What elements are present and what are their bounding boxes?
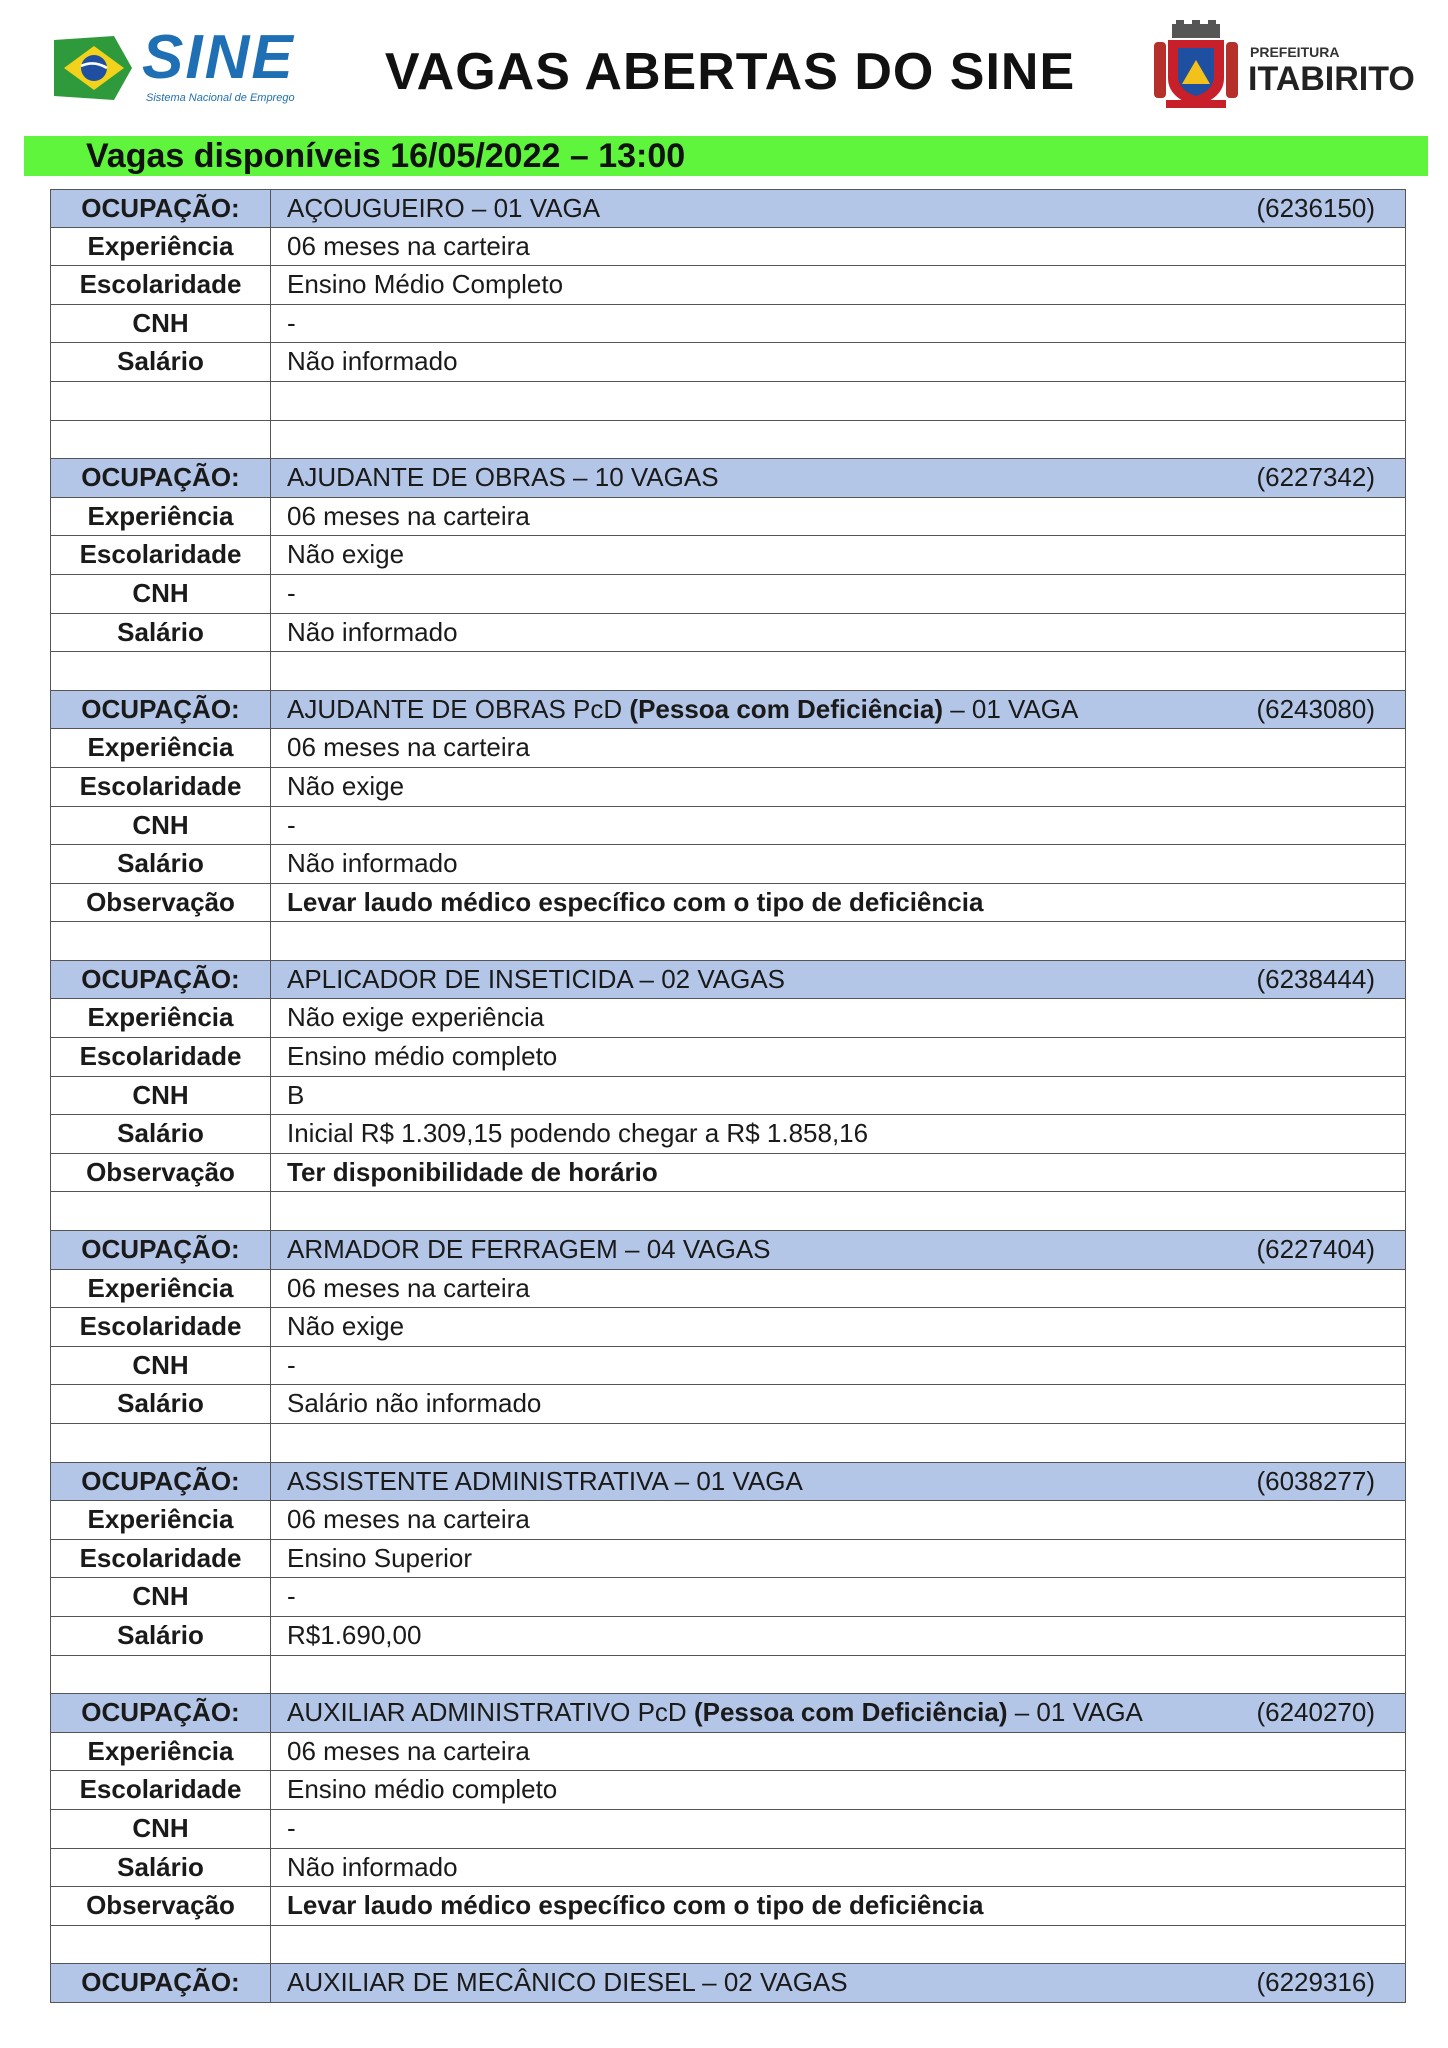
table-row xyxy=(50,1694,1406,1733)
license-value: - xyxy=(287,1581,296,1612)
page-title: VAGAS ABERTAS DO SINE xyxy=(384,43,1076,101)
schooling-label: Escolaridade xyxy=(51,768,271,806)
license-label: CNH xyxy=(51,1347,271,1385)
job-title: APLICADOR DE INSETICIDA – 02 VAGAS xyxy=(287,963,786,994)
table-row xyxy=(50,1115,1406,1154)
schooling-value: Ensino Médio Completo xyxy=(287,269,564,300)
table-row xyxy=(50,1231,1406,1270)
table-row xyxy=(50,1077,1406,1116)
job-title xyxy=(287,691,1405,729)
job-title: ASSISTENTE ADMINISTRATIVA – 01 VAGA xyxy=(287,1465,803,1496)
table-row xyxy=(50,1617,1406,1656)
license-value: - xyxy=(287,1349,296,1380)
job-title: ARMADOR DE FERRAGEM – 04 VAGAS xyxy=(287,1234,771,1265)
prefeitura-logo xyxy=(1150,20,1415,112)
table-row xyxy=(50,729,1406,768)
occupation-label: OCUPAÇÃO: xyxy=(51,961,271,999)
experience-label: Experiência xyxy=(51,729,271,767)
schooling-label: Escolaridade xyxy=(51,1540,271,1578)
license-value: - xyxy=(287,809,296,840)
occupation-label: OCUPAÇÃO: xyxy=(51,1694,271,1732)
observation-value: Levar laudo médico específico com o tipo de deficiência xyxy=(287,886,984,917)
occupation-label: OCUPAÇÃO: xyxy=(51,1463,271,1501)
date-banner xyxy=(24,136,1428,176)
schooling-label: Escolaridade xyxy=(51,1771,271,1809)
experience-label: Experiência xyxy=(51,1270,271,1308)
salary-value: Não informado xyxy=(287,1851,458,1882)
salary-label: Salário xyxy=(51,614,271,652)
table-row xyxy=(50,807,1406,846)
spacer-row xyxy=(50,652,1406,691)
table-row xyxy=(50,961,1406,1000)
schooling-label: Escolaridade xyxy=(51,1038,271,1076)
spacer-row xyxy=(50,1926,1406,1965)
schooling-value: Não exige xyxy=(287,1311,405,1342)
job-code: (6243080) xyxy=(1256,693,1375,724)
job-code: (6227342) xyxy=(1256,462,1375,493)
license-value: - xyxy=(287,307,296,338)
salary-label: Salário xyxy=(51,1115,271,1153)
observation-label: Observação xyxy=(51,1154,271,1192)
table-row xyxy=(50,1385,1406,1424)
table-row xyxy=(50,228,1406,267)
salary-label: Salário xyxy=(51,1849,271,1887)
schooling-label: Escolaridade xyxy=(51,1308,271,1346)
table-row xyxy=(50,575,1406,614)
table-row xyxy=(50,1501,1406,1540)
license-label: CNH xyxy=(51,1077,271,1115)
table-row xyxy=(50,1463,1406,1502)
sine-logo-word: SINE xyxy=(142,23,295,92)
job-code: (6238444) xyxy=(1256,963,1375,994)
job-title-part: AUXILIAR ADMINISTRATIVO PcD xyxy=(287,1697,694,1728)
table-row xyxy=(50,1733,1406,1772)
table-row xyxy=(50,459,1406,498)
job-title xyxy=(287,1694,1405,1732)
experience-value: 06 meses na carteira xyxy=(287,1272,530,1303)
occupation-label: OCUPAÇÃO: xyxy=(51,1231,271,1269)
salary-label: Salário xyxy=(51,1385,271,1423)
schooling-value: Ensino médio completo xyxy=(287,1041,558,1072)
job-code: (6236150) xyxy=(1256,193,1375,223)
table-row xyxy=(50,1270,1406,1309)
job-code: (6038277) xyxy=(1256,1465,1375,1496)
spacer-row xyxy=(50,1424,1406,1463)
schooling-value: Ensino Superior xyxy=(287,1542,472,1573)
job-title-part: AJUDANTE DE OBRAS PcD xyxy=(287,693,630,724)
job-title-part: – 01 VAGA xyxy=(1007,1697,1143,1728)
table-row xyxy=(50,1308,1406,1347)
experience-value: 06 meses na carteira xyxy=(287,732,530,763)
table-row xyxy=(50,999,1406,1038)
license-label: CNH xyxy=(51,305,271,343)
table-row xyxy=(50,305,1406,344)
city-name: ITABIRITO xyxy=(1248,60,1415,98)
salary-label: Salário xyxy=(51,1617,271,1655)
occupation-label: OCUPAÇÃO: xyxy=(51,459,271,497)
experience-label: Experiência xyxy=(51,228,271,266)
experience-value: 06 meses na carteira xyxy=(287,500,530,531)
job-title: AÇOUGUEIRO – 01 VAGA xyxy=(287,193,601,223)
license-label: CNH xyxy=(51,575,271,613)
occupation-label: OCUPAÇÃO: xyxy=(51,691,271,729)
job-title-pcd: (Pessoa com Deficiência) xyxy=(693,1697,1008,1728)
observation-value: Ter disponibilidade de horário xyxy=(287,1156,658,1187)
license-value: - xyxy=(287,577,296,608)
job-code: (6240270) xyxy=(1256,1697,1375,1728)
table-row xyxy=(50,884,1406,923)
table-row xyxy=(50,1849,1406,1888)
sine-logo-subtitle: Sistema Nacional de Emprego xyxy=(146,92,295,104)
table-row xyxy=(50,498,1406,537)
schooling-value: Não exige xyxy=(287,770,405,801)
schooling-label: Escolaridade xyxy=(51,266,271,304)
table-row xyxy=(50,266,1406,305)
experience-value: 06 meses na carteira xyxy=(287,1504,530,1535)
table-row xyxy=(50,1810,1406,1849)
license-label: CNH xyxy=(51,807,271,845)
job-title-pcd: (Pessoa com Deficiência) xyxy=(629,693,943,724)
job-title: AUXILIAR DE MECÂNICO DIESEL – 02 VAGAS xyxy=(287,1967,848,1998)
schooling-value: Não exige xyxy=(287,539,405,570)
spacer-row xyxy=(50,421,1406,460)
job-code: (6227404) xyxy=(1256,1234,1375,1265)
occupation-label: OCUPAÇÃO: xyxy=(51,1964,271,2002)
table-row xyxy=(50,691,1406,730)
prefeitura-label: PREFEITURA xyxy=(1250,44,1340,60)
table-row xyxy=(50,189,1406,228)
table-row xyxy=(50,1887,1406,1926)
salary-value: Não informado xyxy=(287,346,458,377)
table-row xyxy=(50,1964,1406,2003)
spacer-row xyxy=(50,382,1406,421)
sine-logo xyxy=(54,23,304,108)
schooling-value: Ensino médio completo xyxy=(287,1774,558,1805)
salary-label: Salário xyxy=(51,845,271,883)
experience-value: Não exige experiência xyxy=(287,1002,545,1033)
table-row xyxy=(50,1154,1406,1193)
experience-label: Experiência xyxy=(51,1733,271,1771)
spacer-row xyxy=(50,1192,1406,1231)
license-value: - xyxy=(287,1812,296,1843)
table-row xyxy=(50,614,1406,653)
experience-value: 06 meses na carteira xyxy=(287,1735,530,1766)
salary-label: Salário xyxy=(51,343,271,381)
license-label: CNH xyxy=(51,1578,271,1616)
salary-value: Não informado xyxy=(287,616,458,647)
experience-value: 06 meses na carteira xyxy=(287,230,530,261)
page-header xyxy=(0,0,1448,130)
table-row xyxy=(50,845,1406,884)
table-row xyxy=(50,1578,1406,1617)
table-row xyxy=(50,1540,1406,1579)
table-row xyxy=(50,768,1406,807)
table-row xyxy=(50,1038,1406,1077)
salary-value: R$1.690,00 xyxy=(287,1619,422,1650)
experience-label: Experiência xyxy=(51,498,271,536)
table-row xyxy=(50,1347,1406,1386)
job-title-part: – 01 VAGA xyxy=(942,693,1079,724)
license-label: CNH xyxy=(51,1810,271,1848)
observation-value: Levar laudo médico específico com o tipo de deficiência xyxy=(287,1890,984,1921)
salary-value: Inicial R$ 1.309,15 podendo chegar a R$ 1.858,16 xyxy=(287,1118,869,1149)
brazil-flag-icon xyxy=(54,36,132,100)
salary-value: Não informado xyxy=(287,848,458,879)
license-value: B xyxy=(287,1079,305,1110)
occupation-label: OCUPAÇÃO: xyxy=(51,190,271,227)
table-row xyxy=(50,343,1406,382)
table-row xyxy=(50,1771,1406,1810)
table-row xyxy=(50,536,1406,575)
job-title: AJUDANTE DE OBRAS – 10 VAGAS xyxy=(287,462,719,493)
schooling-label: Escolaridade xyxy=(51,536,271,574)
experience-label: Experiência xyxy=(51,999,271,1037)
spacer-row xyxy=(50,922,1406,961)
jobs-table xyxy=(50,189,1406,2003)
observation-label: Observação xyxy=(51,884,271,922)
date-banner-text: Vagas disponíveis 16/05/2022 – 13:00 xyxy=(86,137,686,175)
itabirito-crest-icon xyxy=(1150,20,1242,112)
salary-value: Salário não informado xyxy=(287,1388,542,1419)
job-code: (6229316) xyxy=(1256,1967,1375,1998)
experience-label: Experiência xyxy=(51,1501,271,1539)
observation-label: Observação xyxy=(51,1887,271,1925)
spacer-row xyxy=(50,1656,1406,1695)
